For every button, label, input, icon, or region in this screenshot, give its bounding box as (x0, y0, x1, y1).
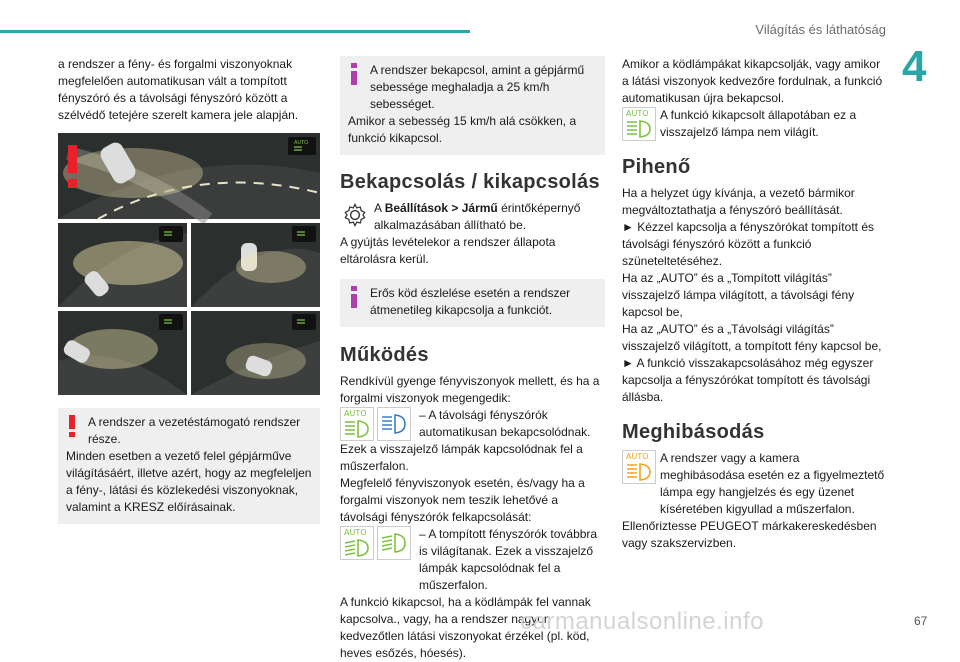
off-state-text: A funkció kikapcsolt állapotában ez a visszajelző lámpa nem világít. (660, 108, 857, 139)
auto-lamp-fault-icon (622, 450, 656, 484)
fault-text-2: Ellenőriztesse PEUGEOT márkakereskedésben vagy szakszervizben. (622, 519, 877, 550)
pihen-text-1: Ha a helyzet úgy kívánja, a vezető bármikor megváltoztathatja a fényszóró beállítását. (622, 186, 855, 217)
info-note-fog (340, 279, 605, 327)
column-3 (622, 56, 887, 552)
fog-off-text: Amikor a ködlámpákat kikapcsolják, vagy amikor a látási viszonyok kedvezőre fordulnak, a funkció automatikusan újra bekapcsol. (622, 57, 883, 105)
pihen-text-5: ► A funkció visszakapcsolásához még egyszer kapcsolja a fényszórókat tompított és távolsági állásba. (622, 356, 874, 404)
auto-low-beam-icon (340, 526, 374, 560)
heading-pihen: Pihenő (622, 156, 691, 178)
illustration-2 (58, 223, 187, 307)
heading-mukodes: Működés (340, 344, 429, 366)
settings-prefix: A (374, 201, 385, 215)
warning-exclamation-icon (66, 415, 78, 437)
chapter-number: 4 (902, 42, 927, 91)
fault-row (622, 450, 887, 518)
warning-note (58, 408, 320, 524)
ignition-text: A gyújtás levételekor a rendszer állapota eltárolásra kerül. (340, 235, 556, 266)
illustration-5 (191, 311, 320, 395)
pihen-text-3: Ha az „AUTO” és a „Tompított világítás” visszajelző lámpa világított, a távolsági fény kapcsol be, (622, 271, 855, 319)
gear-icon (340, 200, 370, 230)
low-beam-row (340, 526, 605, 594)
high-beam-after: Ezek a visszajelző lámpák kapcsolódnak fel a műszerfalon. (340, 442, 583, 473)
auto-icon-label: AUTO (626, 452, 649, 461)
heading-bekapcsolas: Bekapcsolás / kikapcsolás (340, 171, 600, 193)
settings-row (340, 200, 605, 234)
settings-suffix: érintőképernyő alkalmazásában állítható be. (374, 201, 581, 232)
info-fog-text: Erős köd észlelése esetén a rendszer átmenetileg kikapcsolja a funkciót. (370, 286, 571, 317)
lamp-icon-pair-2 (340, 526, 411, 560)
high-beam-row (340, 407, 605, 441)
conditions-text: Megfelelő fényviszonyok esetén, és/vagy ha a forgalmi viszonyok nem teszik lehetővé a távolsági fényszórók felkapcsolását: (340, 476, 585, 524)
warning-body: Minden esetben a vezető felel gépjárműve világításáért, illetve azért, hogy az megfeleljen a fény-, látási és közlekedési viszonyoknak, valamint a KRESZ előírásainak. (66, 449, 312, 514)
top-accent-bar (0, 30, 470, 33)
low-beam-icon (377, 526, 411, 560)
auto-mini-label: AUTO (294, 140, 309, 146)
pihen-text-2: ► Kézzel kapcsolja a fényszórókat tompított és távolsági fényszóró között a funkció szüneteltetéséhez. (622, 220, 874, 268)
warning-first-line: A rendszer a vezetéstámogató rendszer része. (88, 415, 301, 446)
info-icon (348, 63, 360, 85)
auto-icon-label: AUTO (344, 409, 367, 418)
auto-high-beam-icon (340, 407, 374, 441)
info-speed-off: Amikor a sebesség 15 km/h alá csökken, a funkció kikapcsol. (348, 114, 577, 145)
camera-illustrations (58, 133, 320, 395)
lamp-icon-pair (340, 407, 411, 441)
off-state-row (622, 107, 887, 141)
illustration-4 (58, 311, 187, 395)
high-beam-icon (377, 407, 411, 441)
column-2 (340, 56, 605, 662)
low-beam-item: – A tompított fényszórók továbbra is világítanak. Ezek a visszajelző lámpák kapcsolódnak fel a műszerfalon. (419, 527, 598, 592)
heading-hiba: Meghibásodás (622, 421, 765, 443)
fault-text-1: A rendszer vagy a kamera meghibásodása esetén ez a figyelmeztető lámpa egy hangjelzés és egy üzenet kíséretében kigyullad a műszerfalon. (660, 451, 885, 516)
pihen-text-4: Ha az „AUTO” és a „Távolsági világítás” visszajelző világított, a tompított fény kapcsol be, (622, 322, 882, 353)
auto-lamp-off-icon (622, 107, 656, 141)
info-icon (348, 286, 360, 308)
high-beam-item: – A távolsági fényszórók automatikusan bekapcsolódnak. (419, 408, 591, 439)
settings-text (374, 200, 605, 234)
illustration-3 (191, 223, 320, 307)
settings-path: Beállítások > Jármű (384, 201, 498, 215)
auto-icon-label: AUTO (626, 109, 649, 118)
intro-paragraph: a rendszer a fény- és forgalmi viszonyoknak megfelelően automatikusan vált a tompított fényszóró és a távolsági fényszóró között a szélvédő tetejére szerelt kamera jele alapján. (58, 57, 299, 122)
mukodes-intro: Rendkívül gyenge fényviszonyok mellett, és ha a forgalmi viszonyok megengedik: (340, 374, 600, 405)
page-number: 67 (914, 614, 928, 628)
chapter-title: Világítás és láthatóság (755, 22, 886, 37)
info-note-speed (340, 56, 605, 155)
watermark: carmanualsonline.info (520, 608, 764, 635)
fog-disable-text: A funkció kikapcsol, ha a ködlámpák fel vannak kapcsolva., vagy, ha a rendszer nagyon kedvezőtlen látási viszonyokat érzékel (pl. köd, heves esőzés, hóesés). (340, 595, 591, 660)
info-speed-on: A rendszer bekapcsol, amint a gépjármű sebessége meghaladja a 25 km/h sebességet. (370, 63, 585, 111)
column-1 (58, 56, 320, 524)
auto-icon-label: AUTO (344, 528, 367, 537)
illustration-night-road-main (58, 133, 320, 219)
illustration-grid (58, 223, 320, 395)
